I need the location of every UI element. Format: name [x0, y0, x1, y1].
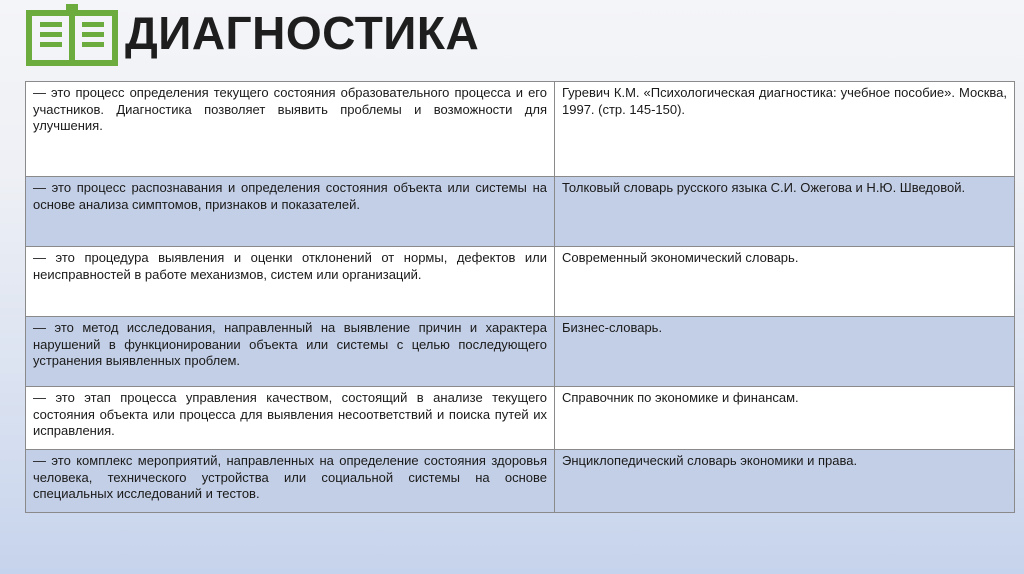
definition-cell: — это метод исследования, направленный на выявление причин и характера нарушений в функционировании объекта или системы с целью последующего устранения выявленных проблем.	[26, 317, 555, 387]
definition-cell: — это процесс распознавания и определения состояния объекта или системы на основе анализа симптомов, признаков и показателей.	[26, 177, 555, 247]
source-cell: Гуревич К.М. «Психологическая диагностика: учебное пособие». Москва, 1997. (стр. 145-150).	[555, 82, 1015, 177]
table-row	[26, 317, 1015, 387]
definition-cell: — это процесс определения текущего состояния образовательного процесса и его участников. Диагностика позволяет выявить проблемы и возможности для улучшения.	[26, 82, 555, 177]
page-title: ДИАГНОСТИКА	[125, 7, 480, 59]
table-row	[26, 177, 1015, 247]
table-row	[26, 387, 1015, 450]
definitions-table	[25, 81, 1015, 513]
table-row	[26, 82, 1015, 177]
source-cell: Толковый словарь русского языка С.И. Ожегова и Н.Ю. Шведовой.	[555, 177, 1015, 247]
open-book-icon	[26, 4, 118, 70]
definition-cell: — это этап процесса управления качеством, состоящий в анализе текущего состояния объекта или процесса для выявления несоответствий и поиска путей их исправления.	[26, 387, 555, 450]
source-cell: Бизнес-словарь.	[555, 317, 1015, 387]
definition-cell: — это процедура выявления и оценки отклонений от нормы, дефектов или неисправностей в работе механизмов, систем или организаций.	[26, 247, 555, 317]
definition-cell: — это комплекс мероприятий, направленных на определение состояния здоровья человека, технического устройства или социальной системы на основе специальных исследований и тестов.	[26, 450, 555, 513]
source-cell: Энциклопедический словарь экономики и права.	[555, 450, 1015, 513]
source-cell: Справочник по экономике и финансам.	[555, 387, 1015, 450]
table-row	[26, 247, 1015, 317]
table-row	[26, 450, 1015, 513]
source-cell: Современный экономический словарь.	[555, 247, 1015, 317]
